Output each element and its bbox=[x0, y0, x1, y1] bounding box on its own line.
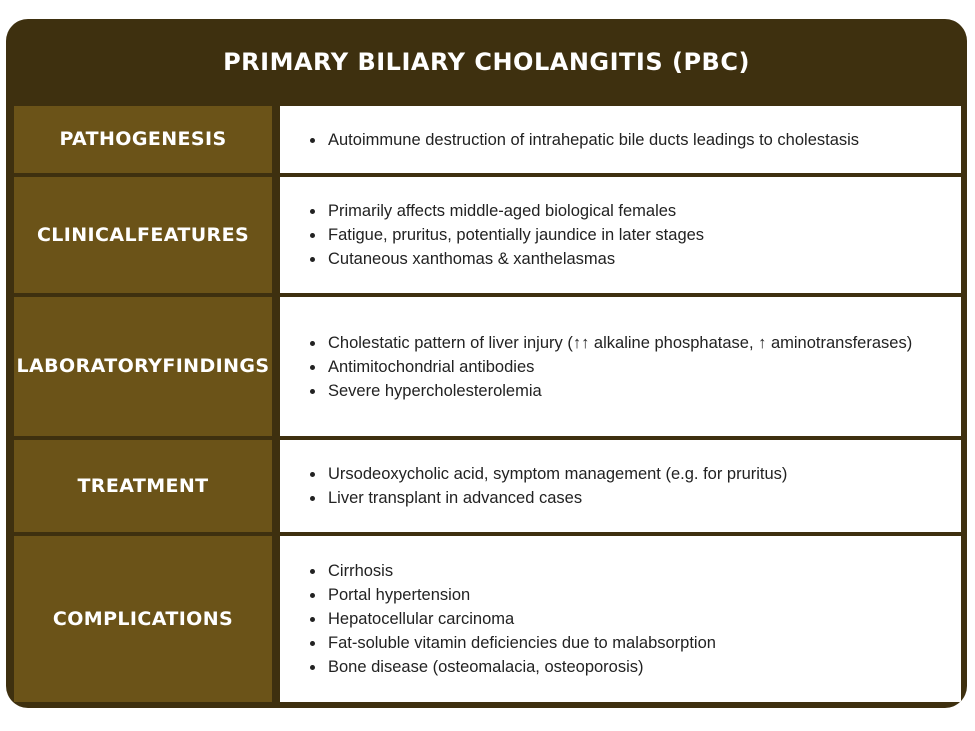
list-item: • Cutaneous xanthomas & xanthelasmas bbox=[326, 247, 704, 271]
row-label-line: COMPLICATIONS bbox=[52, 607, 234, 630]
row-complications bbox=[14, 536, 961, 702]
bullet-list bbox=[310, 559, 716, 679]
list-item: • Autoimmune destruction of intrahepatic bile ducts leadings to cholestasis bbox=[326, 128, 859, 152]
row-content bbox=[280, 536, 961, 702]
row-label-line: LABORATORY bbox=[16, 355, 163, 377]
list-item: • Bone disease (osteomalacia, osteoporosis) bbox=[326, 655, 716, 679]
list-item: • Antimitochondrial antibodies bbox=[326, 355, 912, 379]
pbc-summary-card bbox=[6, 19, 967, 708]
list-item: • Hepatocellular carcinoma bbox=[326, 607, 716, 631]
row-label-line: CLINICAL bbox=[36, 223, 137, 246]
list-item: • Primarily affects middle-aged biological females bbox=[326, 199, 704, 223]
bullet-list bbox=[310, 128, 859, 152]
list-item: • Cirrhosis bbox=[326, 559, 716, 583]
row-label-line: FINDINGS bbox=[162, 355, 270, 377]
row-content bbox=[280, 106, 961, 173]
row-label-line: FEATURES bbox=[136, 223, 250, 246]
card-title: PRIMARY BILIARY CHOLANGITIS (PBC) bbox=[223, 48, 750, 76]
bullet-list bbox=[310, 199, 704, 271]
row-laboratory-findings bbox=[14, 297, 961, 436]
list-item: • Fat-soluble vitamin deficiencies due to malabsorption bbox=[326, 631, 716, 655]
list-item: • Portal hypertension bbox=[326, 583, 716, 607]
row-label bbox=[14, 106, 272, 173]
row-treatment bbox=[14, 440, 961, 532]
list-item: • Fatigue, pruritus, potentially jaundice in later stages bbox=[326, 223, 704, 247]
row-clinical-features bbox=[14, 177, 961, 293]
row-content bbox=[280, 440, 961, 532]
bullet-list bbox=[310, 331, 912, 403]
row-label-line: TREATMENT bbox=[77, 474, 209, 497]
row-label-line: PATHOGENESIS bbox=[59, 128, 227, 150]
list-item: • Liver transplant in advanced cases bbox=[326, 486, 787, 510]
bullet-list bbox=[310, 462, 787, 510]
row-label bbox=[14, 536, 272, 702]
list-item: • Ursodeoxycholic acid, symptom management (e.g. for pruritus) bbox=[326, 462, 787, 486]
row-content bbox=[280, 177, 961, 293]
list-item: • Severe hypercholesterolemia bbox=[326, 379, 912, 403]
row-pathogenesis bbox=[14, 106, 961, 173]
list-item: • Cholestatic pattern of liver injury (↑↑ alkaline phosphatase, ↑ aminotransferases) bbox=[326, 331, 912, 355]
row-label bbox=[14, 440, 272, 532]
row-label bbox=[14, 177, 272, 293]
row-label bbox=[14, 297, 272, 436]
row-content bbox=[280, 297, 961, 436]
